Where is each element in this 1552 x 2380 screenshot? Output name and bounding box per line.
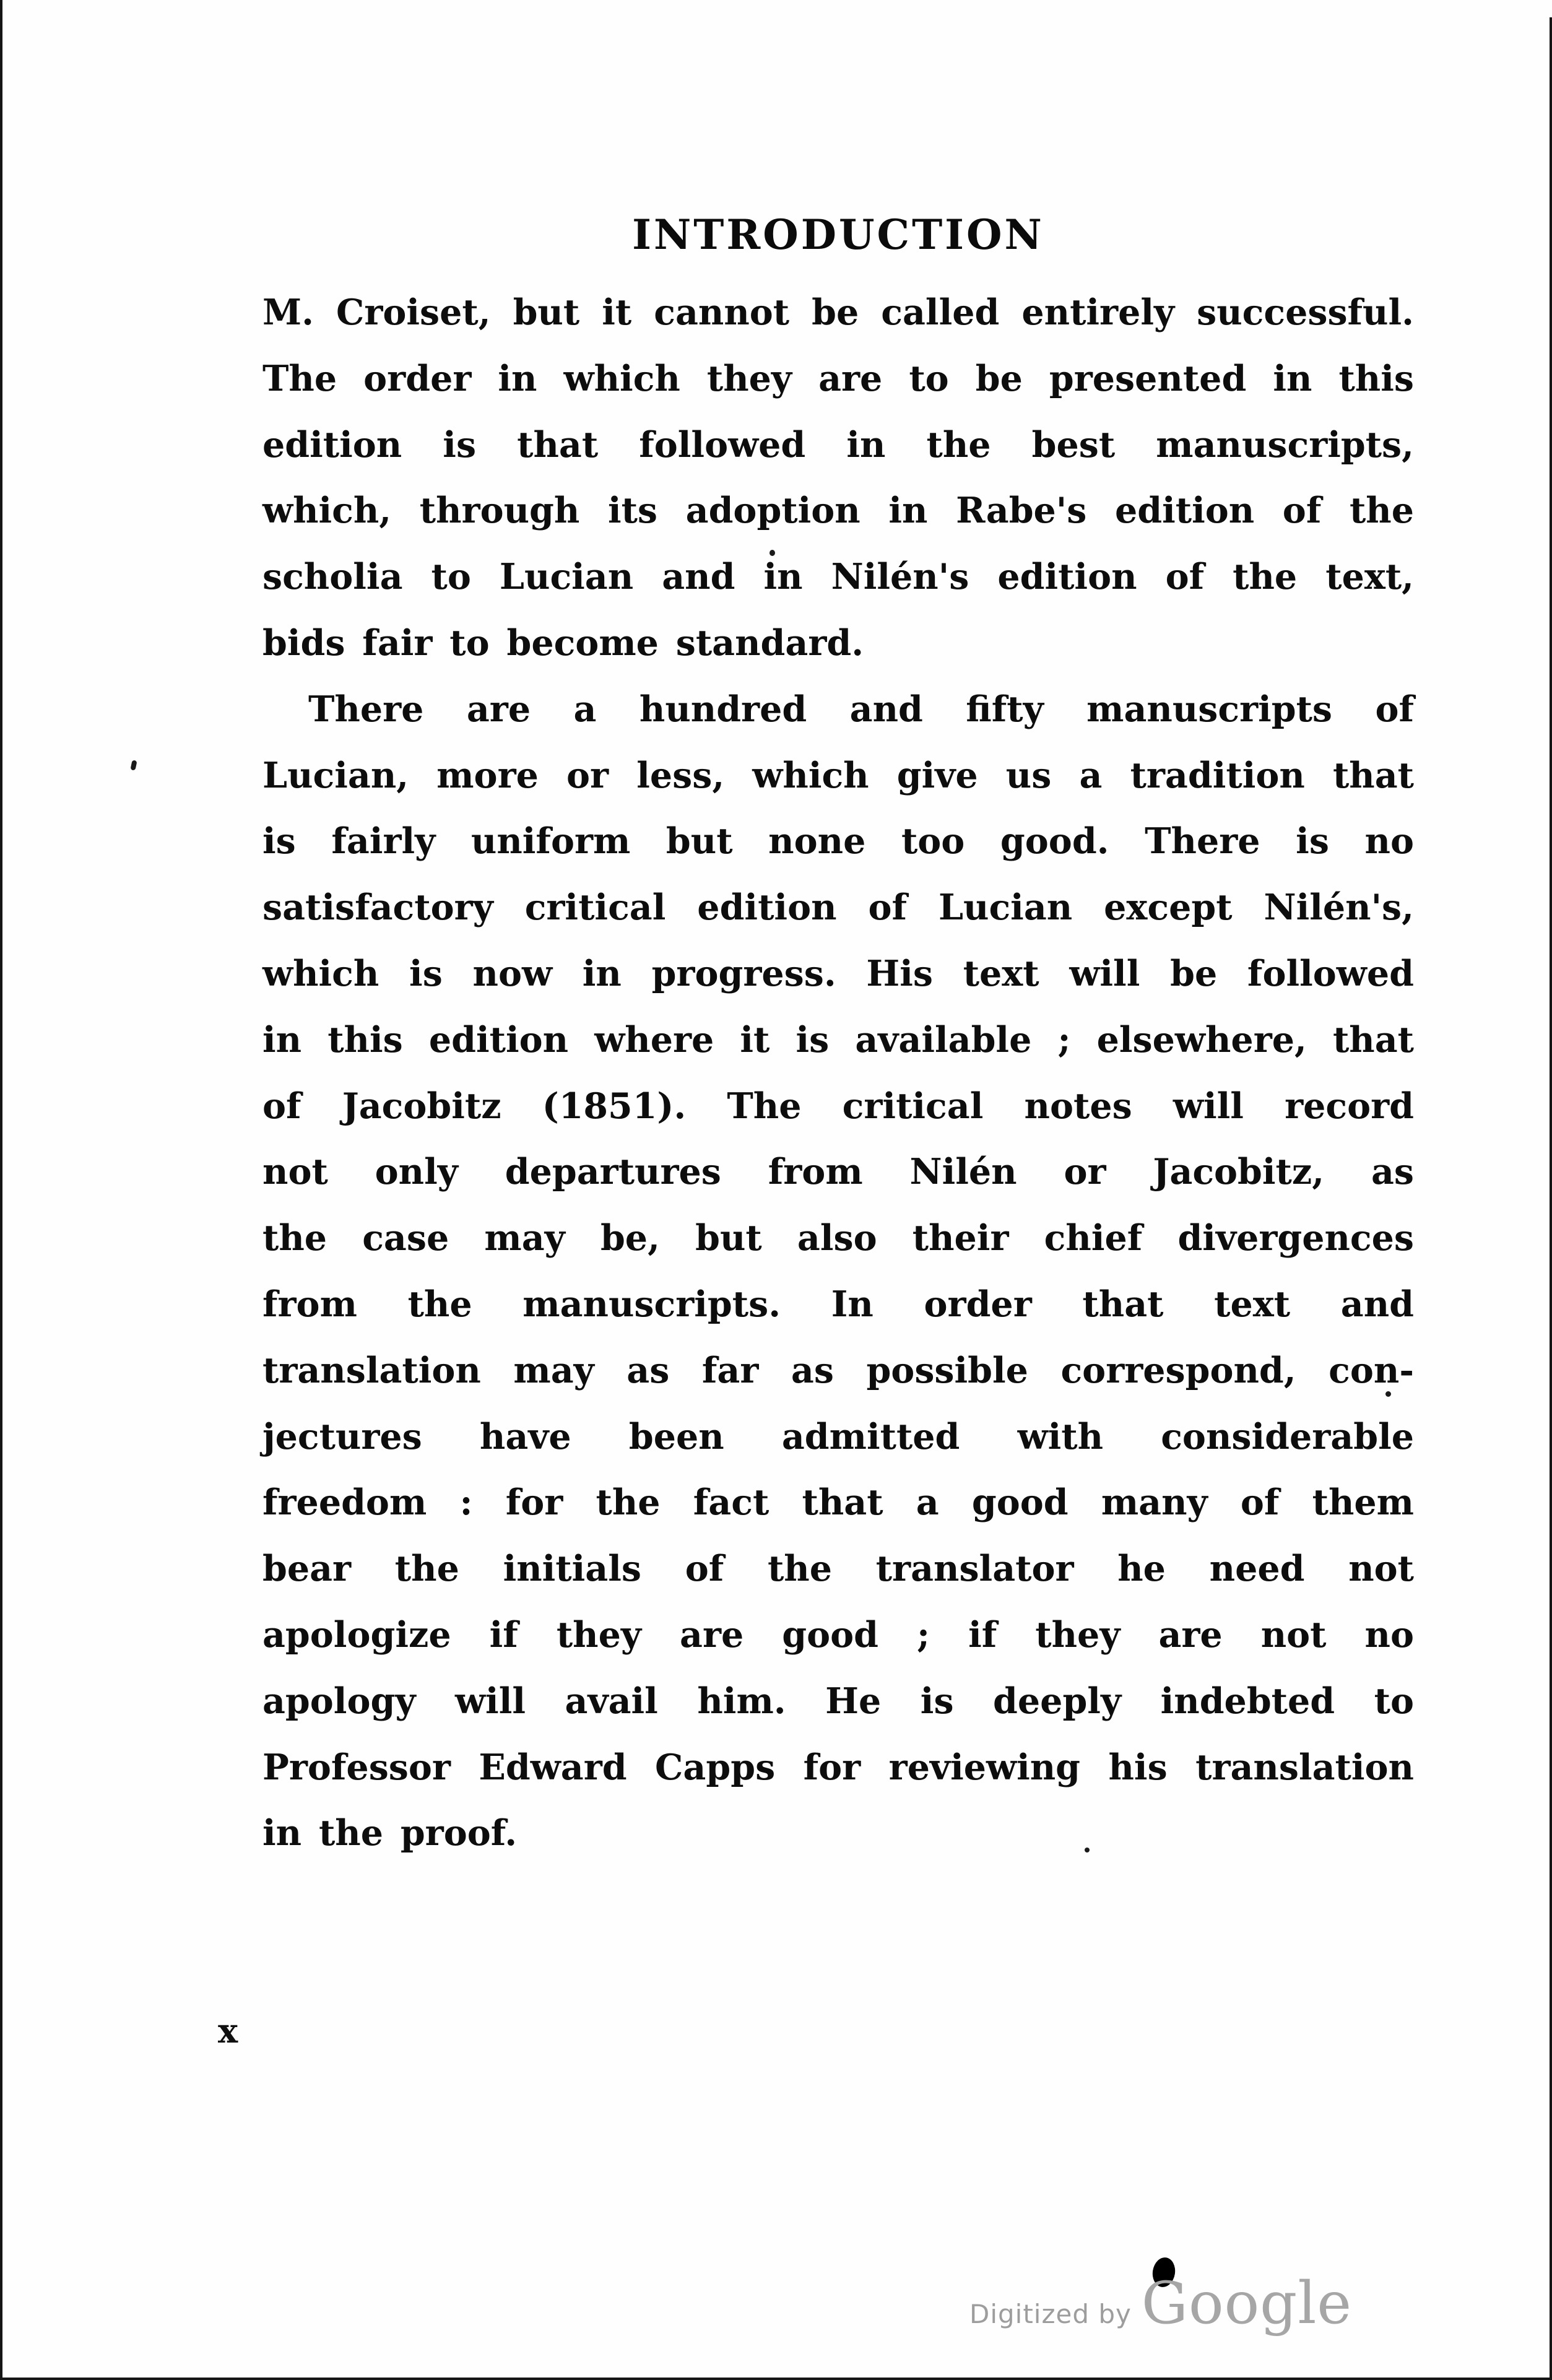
text-line: scholia to Lucian and in Nilén's edition of the text,	[262, 556, 1414, 598]
ink-speck	[769, 550, 775, 556]
ink-speck	[130, 760, 137, 770]
text-line: satisfactory critical edition of Lucian except Nilén's,	[262, 887, 1414, 929]
google-logo: Google	[1141, 2270, 1353, 2337]
text-line: is fairly uniform but none too good. There is no	[262, 820, 1414, 862]
text-line: Lucian, more or less, which give us a tradition that	[262, 754, 1414, 796]
ink-speck	[1385, 1391, 1391, 1397]
scan-border-left	[0, 0, 2, 2380]
ink-speck	[1085, 1848, 1090, 1852]
scan-border-bottom	[0, 2378, 1552, 2380]
google-watermark	[969, 2270, 1352, 2337]
text-line: which is now in progress. His text will be followed	[262, 952, 1414, 994]
text-line: edition is that followed in the best manuscripts,	[262, 423, 1414, 466]
text-line: apology will avail him. He is deeply indebted to	[262, 1680, 1414, 1722]
text-line: in the proof.	[262, 1812, 518, 1854]
body-text	[262, 280, 1414, 1867]
text-line: freedom : for the fact that a good many of them	[262, 1482, 1414, 1524]
text-line: bear the initials of the translator he need not	[262, 1548, 1414, 1590]
text-line: of Jacobitz (1851). The critical notes will record	[262, 1085, 1414, 1127]
page-title: INTRODUCTION	[632, 211, 1044, 259]
text-line: the case may be, but also their chief divergences	[262, 1217, 1414, 1259]
text-line: which, through its adoption in Rabe's edition of the	[262, 490, 1414, 532]
text-line: Professor Edward Capps for reviewing his translation	[262, 1746, 1414, 1788]
text-line: in this edition where it is available ; elsewhere, that	[262, 1018, 1414, 1061]
scan-border-right	[1550, 17, 1552, 2380]
text-line: from the manuscripts. In order that text and	[262, 1283, 1414, 1325]
text-line: The order in which they are to be presented in this	[262, 357, 1414, 399]
text-line: bids fair to become standard.	[262, 622, 864, 664]
text-line: There are a hundred and fifty manuscripts of	[308, 688, 1414, 730]
digitized-by-label: Digitized by	[969, 2299, 1132, 2329]
text-line: translation may as far as possible correspond, con-	[262, 1349, 1414, 1391]
text-line: M. Croiset, but it cannot be called entirely successful.	[262, 292, 1414, 333]
text-line: apologize if they are good ; if they are not no	[262, 1613, 1414, 1656]
text-line: not only departures from Nilén or Jacobitz, as	[262, 1151, 1414, 1193]
text-line: jectures have been admitted with considerable	[262, 1415, 1414, 1457]
page-number: x	[218, 2011, 238, 2051]
